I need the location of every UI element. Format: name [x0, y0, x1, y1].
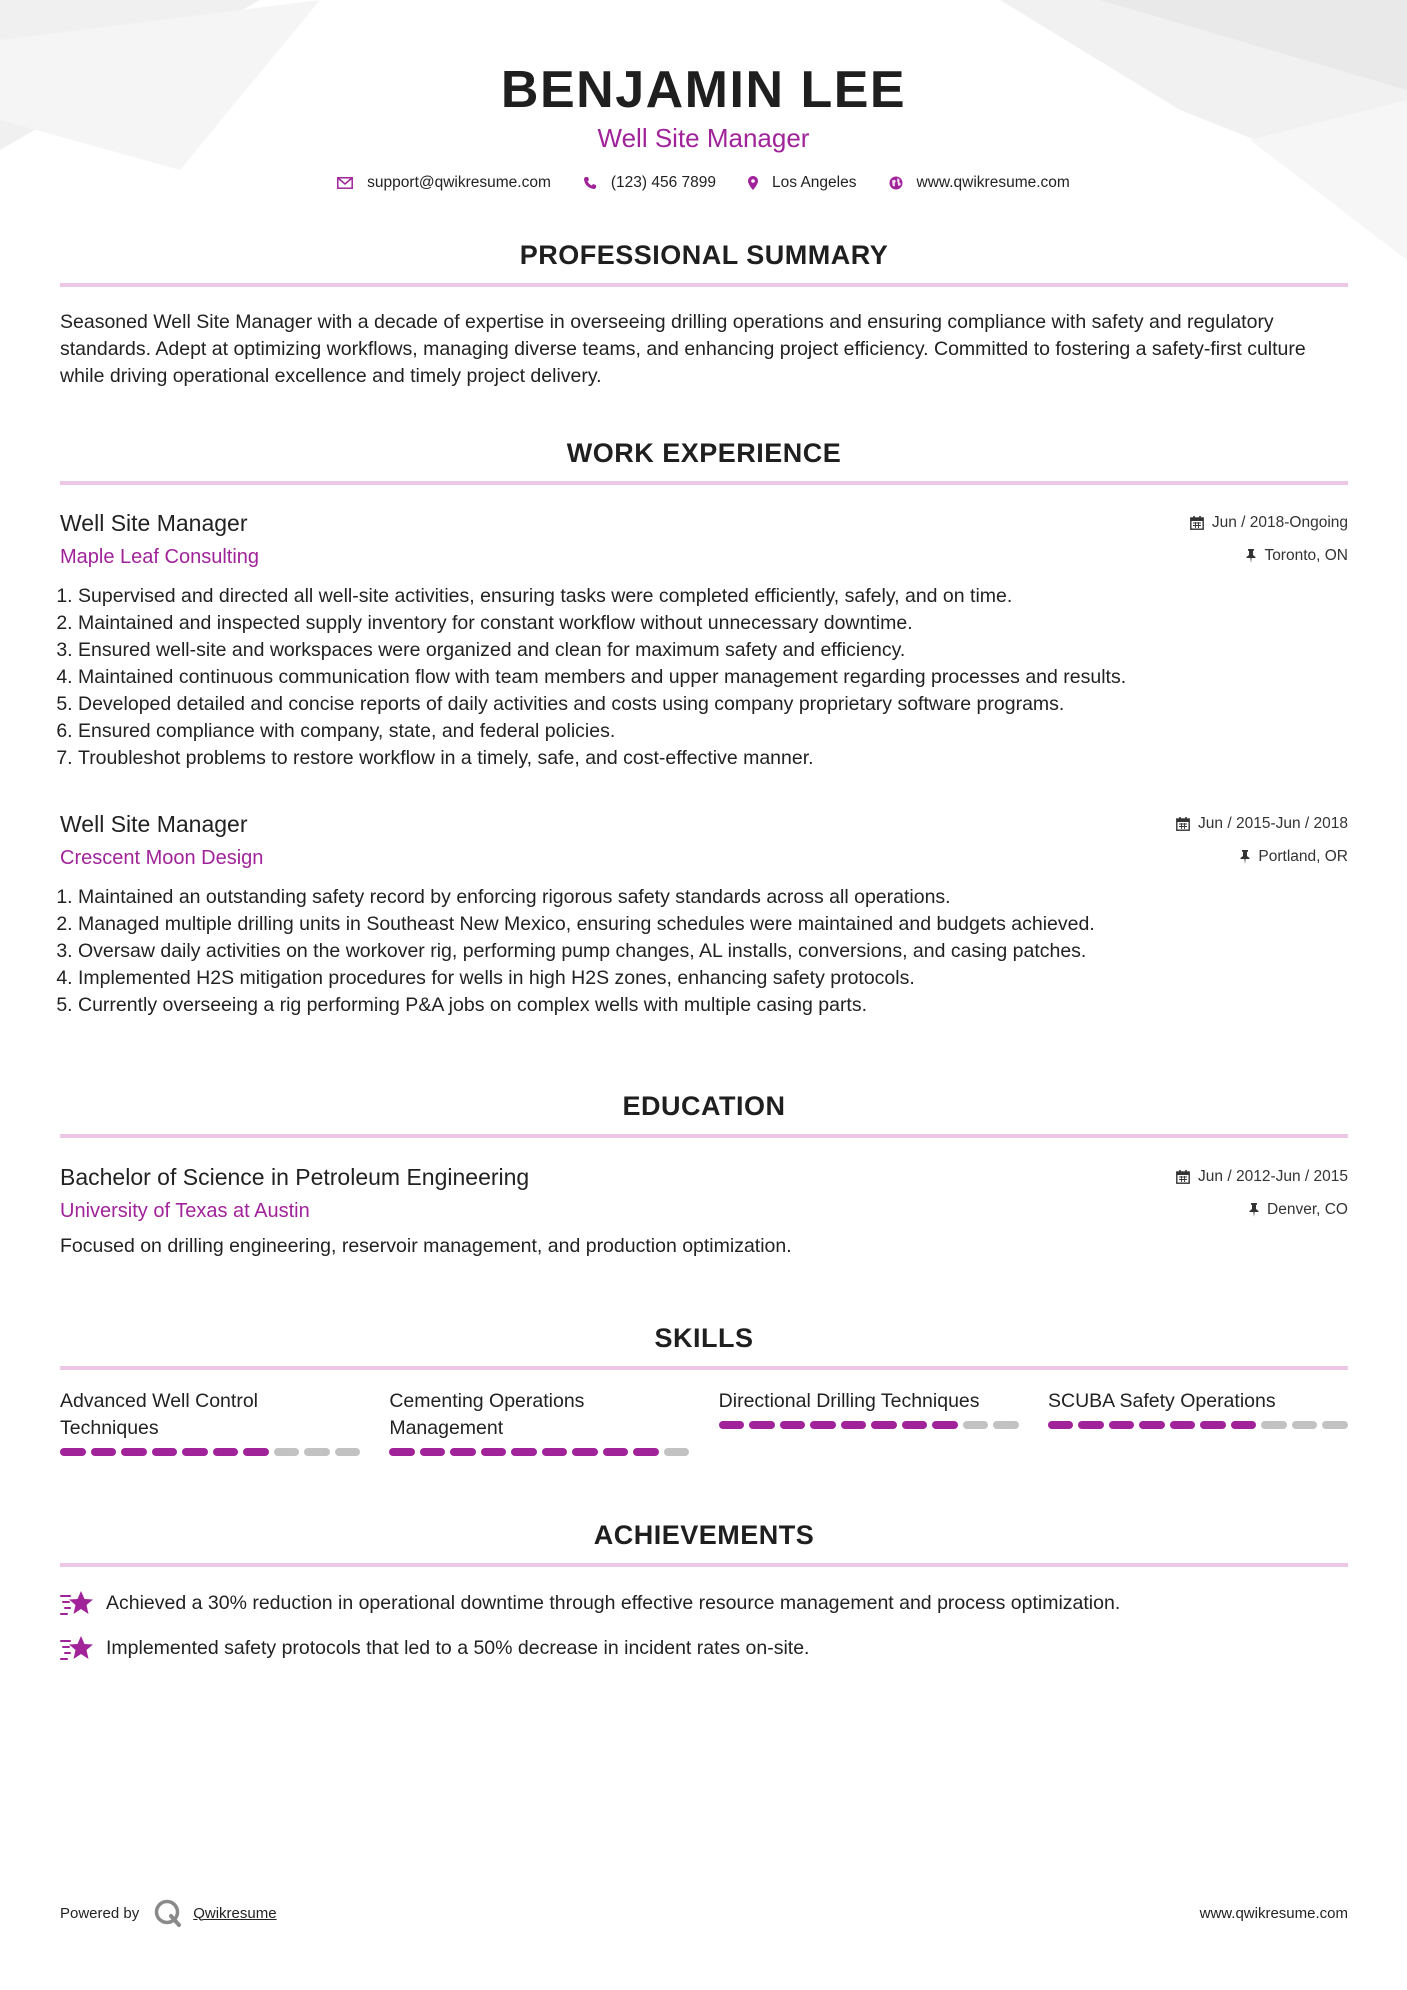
job-entry [60, 809, 1348, 1019]
duty-item: 7. Troubleshot problems to restore workflow in a timely, safe, and cost-effective manner. [78, 745, 1348, 772]
education-dates: Jun / 2012-Jun / 2015 [1198, 1168, 1348, 1185]
candidate-role: Well Site Manager [597, 123, 810, 153]
skill-segment-empty [993, 1421, 1019, 1429]
footer-website[interactable]: www.qwikresume.com [1199, 1904, 1348, 1922]
education-section [60, 1086, 1348, 1138]
section-divider [60, 283, 1348, 287]
duty-item: 1. Supervised and directed all well-site activities, ensuring tasks were completed efficiently, safely, and on time. [78, 583, 1348, 610]
skill-segment-filled [1139, 1421, 1165, 1429]
duty-item: 5. Currently overseeing a rig performing P&A jobs on complex wells with multiple casing parts. [78, 992, 1348, 1019]
skill-segment-filled [511, 1448, 537, 1456]
skill-item [60, 1388, 360, 1456]
phone-icon [583, 176, 597, 190]
qwikresume-logo-icon [153, 1898, 183, 1928]
summary-heading: PROFESSIONAL SUMMARY [519, 240, 889, 270]
skill-level-bar [719, 1421, 1019, 1429]
map-pin-icon [748, 176, 758, 190]
job-duties [60, 583, 1348, 772]
star-icon [60, 1588, 96, 1618]
section-divider [60, 1134, 1348, 1138]
skill-item [1048, 1388, 1348, 1456]
skill-segment-filled [60, 1448, 86, 1456]
globe-icon [889, 176, 903, 190]
duty-item: 6. Ensured compliance with company, state, and federal policies. [78, 718, 1348, 745]
education-heading: EDUCATION [622, 1091, 786, 1121]
skills-section [60, 1318, 1348, 1370]
skill-item [389, 1388, 689, 1456]
duty-item: 5. Developed detailed and concise reports of daily activities and costs using company proprietary software programs. [78, 691, 1348, 718]
skill-segment-filled [932, 1421, 958, 1429]
skill-segment-empty [304, 1448, 330, 1456]
skill-segment-filled [1109, 1421, 1135, 1429]
duty-item: 3. Oversaw daily activities on the workover rig, performing pump changes, AL installs, conversions, and casing patches. [78, 938, 1348, 965]
education-entry [60, 1162, 1348, 1260]
skill-segment-filled [633, 1448, 659, 1456]
pushpin-icon [1249, 1203, 1259, 1217]
skill-segment-filled [603, 1448, 629, 1456]
skills-list [60, 1388, 1348, 1456]
duty-item: 2. Maintained and inspected supply inventory for constant workflow without unnecessary downtime. [78, 610, 1348, 637]
skill-segment-empty [1261, 1421, 1287, 1429]
skill-segment-filled [182, 1448, 208, 1456]
skill-segment-empty [664, 1448, 690, 1456]
job-company: Crescent Moon Design [60, 847, 264, 869]
section-divider [60, 1366, 1348, 1370]
job-duties [60, 884, 1348, 1019]
contact-website-text: www.qwikresume.com [916, 174, 1070, 191]
skill-segment-filled [871, 1421, 897, 1429]
footer [60, 1898, 1348, 1928]
duty-item: 2. Managed multiple drilling units in Southeast New Mexico, ensuring schedules were maintained and budgets achieved. [78, 911, 1348, 938]
skill-segment-filled [572, 1448, 598, 1456]
contact-location [748, 174, 856, 192]
section-divider [60, 481, 1348, 485]
experience-heading: WORK EXPERIENCE [566, 438, 842, 468]
skill-segment-filled [450, 1448, 476, 1456]
duty-item: 4. Implemented H2S mitigation procedures for wells in high H2S zones, enhancing safety protocols. [78, 965, 1348, 992]
summary-text: Seasoned Well Site Manager with a decade of expertise in overseeing drilling operations and ensuring compliance with safety and regulatory standards. Adept at optimizing workflows, managing diverse teams, and enhancing project efficiency. Committed to fostering a safety-first culture while driving operational excellence and timely project delivery. [60, 311, 1306, 387]
powered-by-label: Powered by [60, 1904, 140, 1922]
duty-item: 4. Maintained continuous communication flow with team members and upper management regarding processes and results. [78, 664, 1348, 691]
calendar-icon [1176, 1170, 1190, 1184]
achievements-heading: ACHIEVEMENTS [593, 1520, 815, 1550]
experience-section [60, 433, 1348, 485]
education-description: Focused on drilling engineering, reservoir management, and production optimization. [60, 1235, 792, 1257]
skill-segment-filled [1078, 1421, 1104, 1429]
contact-email-text: support@qwikresume.com [367, 174, 551, 191]
skill-level-bar [60, 1448, 360, 1456]
star-icon [60, 1633, 96, 1663]
job-location: Portland, OR [1258, 848, 1348, 865]
skill-segment-filled [841, 1421, 867, 1429]
qwikresume-link[interactable]: Qwikresume [193, 1904, 277, 1922]
skill-segment-filled [243, 1448, 269, 1456]
skill-segment-filled [542, 1448, 568, 1456]
skill-level-bar [389, 1448, 689, 1456]
skill-segment-filled [481, 1448, 507, 1456]
skill-segment-filled [91, 1448, 117, 1456]
job-dates: Jun / 2015-Jun / 2018 [1198, 815, 1348, 832]
skill-segment-filled [1170, 1421, 1196, 1429]
skill-name: SCUBA Safety Operations [1047, 1390, 1276, 1412]
skill-level-bar [1048, 1421, 1348, 1429]
job-meta [1190, 512, 1348, 567]
powered-by [60, 1898, 277, 1928]
job-location: Toronto, ON [1264, 547, 1348, 564]
achievements-list [60, 1587, 1348, 1664]
envelope-icon [337, 177, 353, 189]
achievement-text: Implemented safety protocols that led to a 50% decrease in incident rates on-site. [106, 1636, 810, 1659]
skill-segment-empty [335, 1448, 361, 1456]
contact-website[interactable] [889, 174, 1070, 192]
achievements-section [60, 1515, 1348, 1664]
skill-segment-empty [1322, 1421, 1348, 1429]
job-entry [60, 508, 1348, 772]
contact-phone-text: (123) 456 7899 [610, 174, 717, 191]
job-title: Well Site Manager [60, 811, 248, 837]
achievement-item [60, 1632, 1348, 1664]
job-company: Maple Leaf Consulting [60, 546, 260, 568]
summary-section [60, 235, 1348, 390]
skill-segment-empty [963, 1421, 989, 1429]
achievement-text: Achieved a 30% reduction in operational downtime through effective resource management and process optimization. [106, 1591, 1121, 1614]
skill-segment-filled [1048, 1421, 1074, 1429]
skill-segment-filled [389, 1448, 415, 1456]
pushpin-icon [1246, 549, 1256, 563]
contact-phone[interactable] [583, 174, 716, 192]
duty-item: 1. Maintained an outstanding safety record by enforcing rigorous safety standards across all operations. [78, 884, 1348, 911]
education-location: Denver, CO [1267, 1201, 1348, 1218]
contact-bar [0, 174, 1407, 192]
contact-location-text: Los Angeles [772, 174, 857, 191]
skill-segment-filled [420, 1448, 446, 1456]
skill-segment-empty [1292, 1421, 1318, 1429]
skill-segment-filled [780, 1421, 806, 1429]
skill-name: Advanced Well Control Techniques [60, 1390, 258, 1439]
skill-item [719, 1388, 1019, 1456]
skill-name: Cementing Operations Management [389, 1390, 585, 1439]
skill-segment-empty [274, 1448, 300, 1456]
skills-heading: SKILLS [654, 1323, 754, 1353]
school-name: University of Texas at Austin [60, 1200, 310, 1222]
education-meta [1176, 1166, 1348, 1221]
job-title: Well Site Manager [60, 510, 248, 536]
resume-header [0, 0, 1407, 192]
skill-segment-filled [749, 1421, 775, 1429]
skill-segment-filled [1231, 1421, 1257, 1429]
section-divider [60, 1563, 1348, 1567]
skill-name: Directional Drilling Techniques [718, 1390, 980, 1412]
skill-segment-filled [810, 1421, 836, 1429]
job-meta [1176, 813, 1348, 868]
skill-segment-filled [902, 1421, 928, 1429]
achievement-item [60, 1587, 1348, 1619]
pushpin-icon [1240, 850, 1250, 864]
skill-segment-filled [1200, 1421, 1226, 1429]
skill-segment-filled [121, 1448, 147, 1456]
calendar-icon [1190, 516, 1204, 530]
candidate-name: BENJAMIN LEE [500, 61, 907, 119]
calendar-icon [1176, 817, 1190, 831]
duty-item: 3. Ensured well-site and workspaces were organized and clean for maximum safety and efficiency. [78, 637, 1348, 664]
contact-email[interactable] [337, 174, 551, 192]
job-dates: Jun / 2018-Ongoing [1211, 514, 1348, 531]
degree-title: Bachelor of Science in Petroleum Engineering [60, 1164, 530, 1190]
skill-segment-filled [719, 1421, 745, 1429]
skill-segment-filled [213, 1448, 239, 1456]
skill-segment-filled [152, 1448, 178, 1456]
